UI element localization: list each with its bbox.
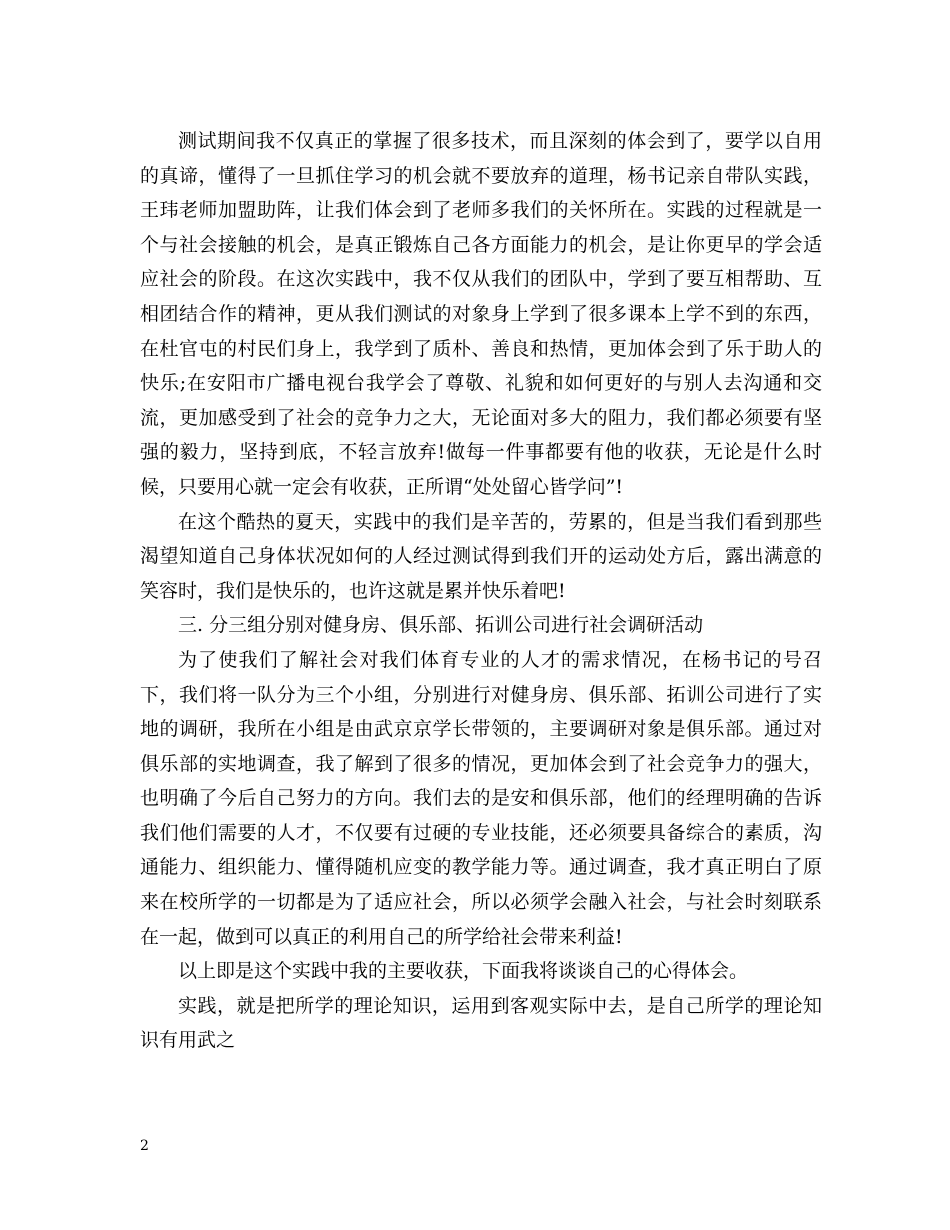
paragraph-summer-practice: 在这个酷热的夏天，实践中的我们是辛苦的，劳累的，但是当我们看到那些渴望知道自己身体状况如何的人经过测试得到我们开的运动处方后，露出满意的笑容时，我们是快乐的，也许这就是累并快乐着吧! <box>140 510 822 602</box>
paragraph-testing-experience: 测试期间我不仅真正的掌握了很多技术，而且深刻的体会到了，要学以自用的真谛，懂得了一旦抓住学习的机会就不要放弃的道理，杨书记亲自带队实践，王玮老师加盟助阵，让我们体会到了老师多我们的关怀所在。实践的过程就是一个与社会接触的机会，是真正锻炼自己各方面能力的机会，是让你更早的学会适应社会的阶段。在这次实践中，我不仅从我们的团队中，学到了要互相帮助、互相团结合作的精神，更从我们测试的对象身上学到了很多课本上学不到的东西，在杜官屯的村民们身上，我学到了质朴、善良和热情，更加体会到了乐于助人的快乐;在安阳市广播电视台我学会了尊敬、礼貌和如何更好的与别人去沟通和交流，更加感受到了社会的竞争力之大，无论面对多大的阻力，我们都必须要有坚强的毅力，坚持到底，不轻言放弃!做每一件事都要有他的收获，无论是什么时候，只要用心就一定会有收获，正所谓“处处留心皆学问”! <box>140 130 822 498</box>
paragraph-practice-definition: 实践，就是把所学的理论知识，运用到客观实际中去，是自己所学的理论知识有用武之 <box>140 994 822 1052</box>
paragraph-club-research: 为了使我们了解社会对我们体育专业的人才的需求情况，在杨书记的号召下，我们将一队分为三个小组，分别进行对健身房、俱乐部、拓训公司进行了实地的调研，我所在小组是由武京京学长带领的，主要调研对象是俱乐部。通过对俱乐部的实地调查，我了解到了很多的情况，更加体会到了社会竞争力的强大，也明确了今后自己努力的方向。我们去的是安和俱乐部，他们的经理明确的告诉我们他们需要的人才，不仅要有过硬的专业技能，还必须要具备综合的素质，沟通能力、组织能力、懂得随机应变的教学能力等。通过调查，我才真正明白了原来在校所学的一切都是为了适应社会，所以必须学会融入社会，与社会时刻联系在一起，做到可以真正的利用自己的所学给社会带来利益! <box>140 648 822 948</box>
page-number: 2 <box>140 1138 149 1154</box>
paragraph-transition: 以上即是这个实践中我的主要收获，下面我将谈谈自己的心得体会。 <box>178 960 749 983</box>
body-text <box>140 124 822 1058</box>
section-heading-research: 三. 分三组分别对健身房、俱乐部、拓训公司进行社会调研活动 <box>178 614 704 637</box>
